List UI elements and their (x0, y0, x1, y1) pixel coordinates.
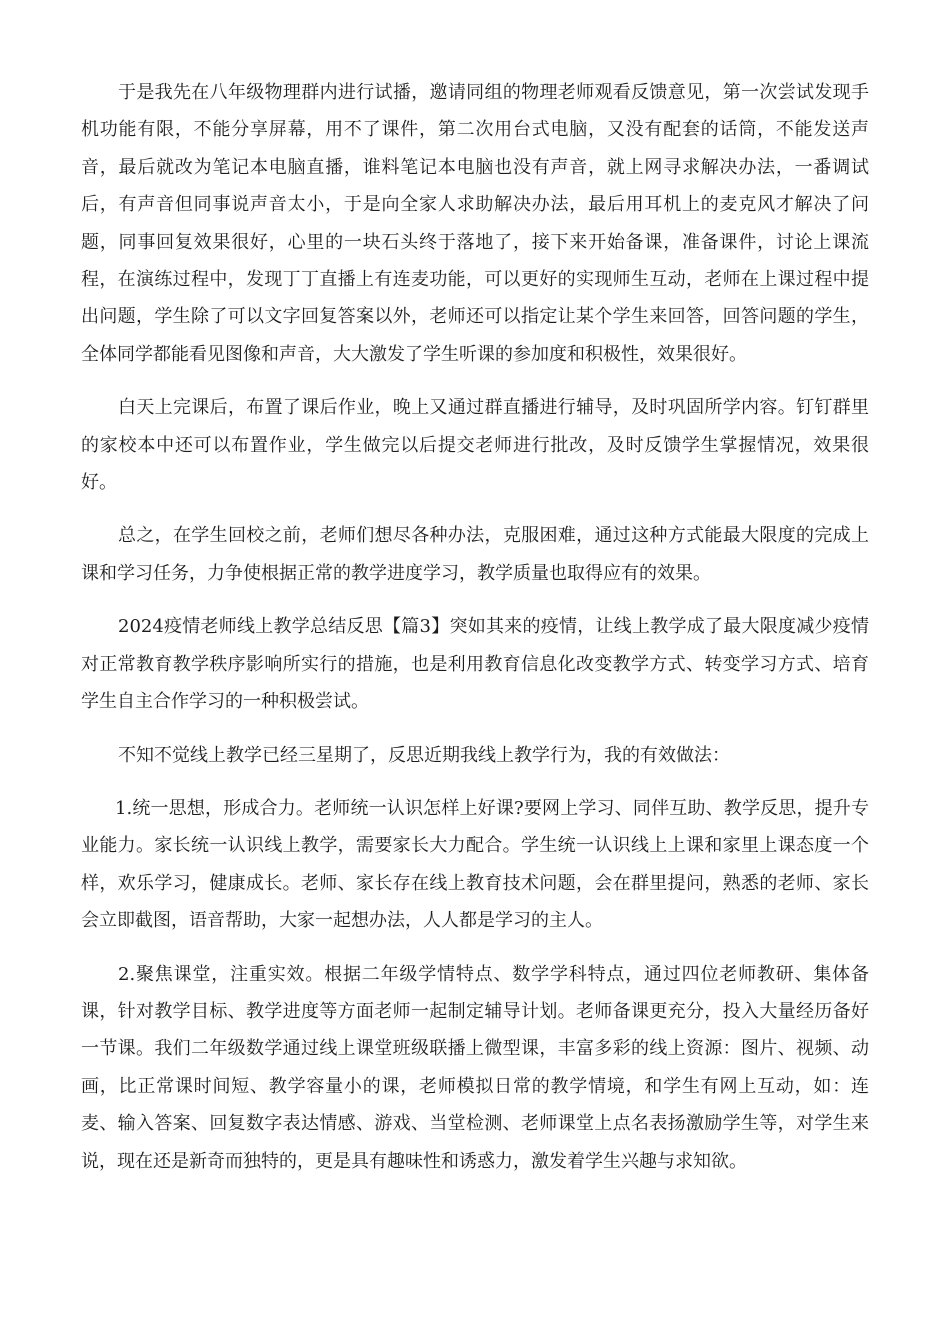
paragraph-homework-tutoring: 白天上完课后，布置了课后作业，晚上又通过群直播进行辅导，及时巩固所学内容。钉钉群里的家校本中还可以布置作业，学生做完以后提交老师进行批改，及时反馈学生掌握情况，效果很好。 (81, 397, 869, 494)
paragraph-live-broadcast-trial: 于是我先在八年级物理群内进行试播，邀请同组的物理老师观看反馈意见，第一次尝试发现手机功能有限，不能分享屏幕，用不了课件，第二次用台式电脑，又没有配套的话筒，不能发送声音，最后就改为笔记本电脑直播，谁料笔记本电脑也没有声音，就上网寻求解决办法，一番调试后，有声音但同事说声音太小，于是向全家人求助解决办法，最后用耳机上的麦克风才解决了问题，同事回复效果很好，心里的一块石头终于落地了，接下来开始备课，准备课件，讨论上课流程，在演练过程中，发现丁丁直播上有连麦功能，可以更好的实现师生互动，老师在上课过程中提出问题，学生除了可以文字回复答案以外，老师还可以指定让某个学生来回答，回答问题的学生，全体同学都能看见图像和声音，大大激发了学生听课的参加度和积极性，效果很好。 (81, 82, 869, 365)
document-body (81, 74, 869, 1196)
paragraph-reflection-lead: 不知不觉线上教学已经三星期了，反思近期我线上教学行为，我的有效做法： (118, 744, 730, 766)
paragraph-point-1: 1.统一思想，形成合力。老师统一认识怎样上好课?要网上学习、同伴互助、教学反思，提升专业能力。家长统一认识线上教学，需要家长大力配合。学生统一认识线上上课和家里上课态度一个样，欢乐学习，健康成长。老师、家长存在线上教育技术问题，会在群里提问，熟悉的老师、家长会立即截图，语音帮助，大家一起想办法，人人都是学习的主人。 (81, 797, 869, 932)
paragraph-section-3-intro: 2024疫情老师线上教学总结反思【篇3】突如其来的疫情，让线上教学成了最大限度减少疫情对正常教育教学秩序影响所实行的措施，也是利用教育信息化改变教学方式、转变学习方式、培育学生自主合作学习的一种积极尝试。 (81, 616, 869, 713)
paragraph-summary: 总之，在学生回校之前，老师们想尽各种办法，克服困难，通过这种方式能最大限度的完成上课和学习任务，力争使根据正常的教学进度学习，教学质量也取得应有的效果。 (81, 525, 869, 584)
paragraph-point-2: 2.聚焦课堂，注重实效。根据二年级学情特点、数学学科特点，通过四位老师教研、集体备课，针对教学目标、教学进度等方面老师一起制定辅导计划。老师备课更充分，投入大量经历备好一节课。我们二年级数学通过线上课堂班级联播上微型课，丰富多彩的线上资源：图片、视频、动画，比正常课时间短、教学容量小的课，老师模拟日常的教学情境，和学生有网上互动，如：连麦、输入答案、回复数字表达情感、游戏、当堂检测、老师课堂上点名表扬激励学生等，对学生来说，现在还是新奇而独特的，更是具有趣味性和诱惑力，激发着学生兴趣与求知欲。 (81, 963, 869, 1172)
